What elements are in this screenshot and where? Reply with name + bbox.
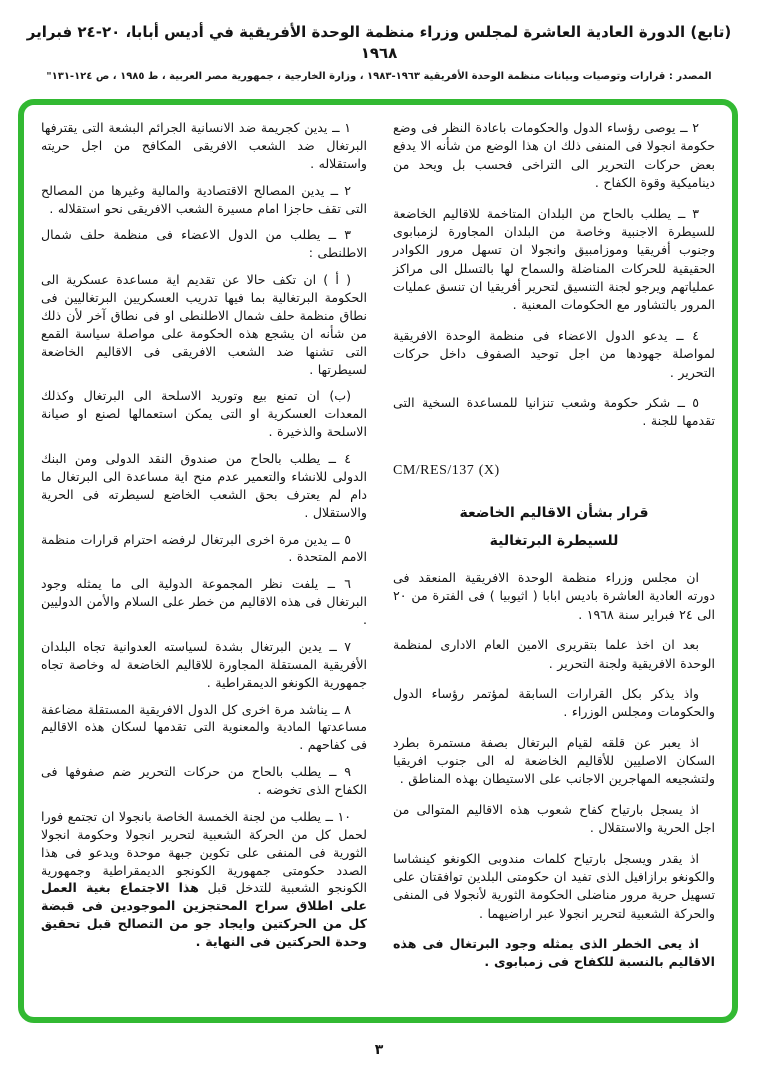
column-left [41, 119, 367, 960]
operative-item-7: ٧ ــ يدين البرتغال بشدة لسياسته العدوانية تجاه البلدان الأفريقية المستقلة المجاورة للاقاليم الخاضعة له وخاصة تجاه جمهورية الكونغو الديمقراطية . [41, 638, 367, 690]
operative-item-10-text: ١٠ ــ يطلب من لجنة الخمسة الخاصة بانجولا ان تجتمع فورا لحمل كل من الحركة الشعبية لتحرير انجولا وحكومة انجولا الثورية فى المنفى على تكوين جبهة موحدة ويدعو فى هذا الصدد حكومتى جمهورية الكونجو الديمقراطية وجمهورية الكونجو الشعبية للتدخل قبل [41, 808, 367, 896]
two-column-layout [41, 119, 715, 984]
preamble-paragraph: بعد ان اخذ علما بتقريرى الامين العام الادارى لمنظمة الوحدة الافريقية ولجنة التحرير . [393, 637, 715, 671]
operative-item-5: ٥ ــ يدين مرة اخرى البرتغال لرفضه احترام قرارات منظمة الامم المتحدة . [41, 531, 367, 565]
resolution-reference: CM/RES/137 (X) [393, 462, 500, 478]
operative-item-6: ٦ ــ يلفت نظر المجموعة الدولية الى ما يمثله وجود البرتغال فى هذه الاقاليم من خطر على السلام والأمن الدوليين . [41, 576, 367, 627]
operative-item-3b: (ب) ان تمنع بيع وتوريد الاسلحة الى البرتغال وكذلك المعدات العسكرية او التى يمكن استعمالها لصنع او صيانة الاسلحة والذخيرة . [41, 388, 367, 440]
page-number: ٣ [374, 1042, 384, 1058]
operative-item-8: ٨ ــ يناشد مرة اخرى كل الدول الافريقية المستقلة مضاعفة مساعدتها المادية والمعنوية التى تقدمها لسكان هذه الاقاليم فى كفاحهم . [41, 701, 367, 753]
page-header [12, 22, 746, 82]
operative-item-2: ٢ ــ يدين المصالح الاقتصادية والمالية وغيرها من المصالح التى تقف حاجزا امام مسيرة الشعب الافريقى نحو استقلاله . [41, 182, 367, 216]
operative-item-4: ٤ ــ يطلب بالحاح من صندوق النقد الدولى ومن البنك الدولى للانشاء والتعمير عدم منح اية مساعدة الى البرتغال ما دام لم يعترف بحق الشعب الخاضع لسيطرته فى الحرية والاستقلال . [41, 451, 367, 520]
operative-item-10-bold-tail: هذا الاجتماع بغية العمل على اطلاق سراح المحتجزين الموجودين فى قبضة كل من الحركتين وايجاد جو من التصالح قبل تحقيق وحدة الحركتين فى النهاية . [41, 880, 367, 949]
operative-item-10 [41, 808, 367, 951]
operative-item-3: ٣ ــ يطلب من الدول الاعضاء فى منظمة حلف شمال الاطلنطى : [41, 227, 367, 261]
preamble-paragraph: اذ يسجل بارتياح كفاح شعوب هذه الاقاليم المتوالى من اجل الحرية والاستقلال . [393, 801, 715, 836]
column-right [393, 119, 715, 984]
resolution-title-line2: للسيطرة البرتغالية [489, 533, 619, 550]
operative-item-3a: ( أ ) ان تكف حالا عن تقديم اية مساعدة عسكرية الى الحكومة البرتغالية بما فيها تدريب العسكريين البرتغاليين فى نطاق منظمة حلف شمال الاطلنطى او فى نطاق آخر لأن ذلك من شأنه ان يشجع هذه الحكومة على مواصلة سياسة القمع التى تشنها ضد الشعب الافريقى فى الاقاليم الخاضعة لسيطرتها . [41, 272, 367, 377]
resolution-title-line1: قرار بشأن الاقاليم الخاضعة [459, 505, 649, 522]
preamble-paragraph: واذ يذكر بكل القرارات السابقة لمؤتمر رؤساء الدول والحكومات ومجلس الوزراء . [393, 685, 715, 720]
header-source: المصدر : قرارات وتوصيات وبيانات منظمة الوحدة الأفريقية ١٩٦٣-١٩٨٣ ، وزارة الخارجية ، جمهورية مصر العربية ، ط ١٩٨٥ ، ص ١٢٤-١٣١" [46, 71, 712, 82]
paragraph-item-4: ٤ ــ يدعو الدول الاعضاء فى منظمة الوحدة الافريقية لمواصلة جهودها من اجل توحيد الصفوف داخل حركات التحرير . [393, 327, 715, 380]
preamble-paragraph: اذ يقدر ويسجل بارتياح كلمات مندوبى الكونغو كينشاسا والكونغو برازافيل الذى تفيد ان حكومتى البلدين توافقتان على تسهيل حرية مرور مناضلى الحكومة الثورية لأنجولا فى المنفى والحركة الشعبية لتحرير انجولا عبر اراضيهما . [393, 850, 715, 921]
operative-item-9: ٩ ــ يطلب بالحاح من حركات التحرير ضم صفوفها فى الكفاح الذى تخوضه . [41, 764, 367, 797]
paragraph-item-5: ٥ ــ شكر حكومة وشعب تنزانيا للمساعدة السخية التى تقدمها للجنة . [393, 394, 715, 429]
paragraph-item-2: ٢ ــ يوصى رؤساء الدول والحكومات باعادة النظر فى وضع حكومة انجولا فى المنفى ذلك ان هذا الوضع من شأنه الا يدفع بعض حركات التحرير الى التراخى فحسب بل ويحد من ديناميكية وقوة الكفاح . [393, 120, 715, 191]
header-title: (تابع) الدورة العادية العاشرة لمجلس وزراء منظمة الوحدة الأفريقية في أديس أبابا، ٢٠-٢٤ فبراير ١٩٦٨ [26, 23, 732, 62]
operative-item-1: ١ ــ يدين كجريمة ضد الانسانية الجرائم البشعة التى يقترفها البرتغال ضد الشعب الافريقى المكافح من اجل حريته واستقلاله . [41, 120, 367, 171]
green-border-frame [18, 99, 738, 1023]
preamble-paragraph: ان مجلس وزراء منظمة الوحدة الافريقية المنعقد فى دورته العادية العاشرة باديس ابابا ( اثيوبيا ) فى الفترة من ٢٠ الى ٢٤ فبراير سنة ١٩٦٨ . [393, 570, 715, 622]
preamble-warning-bold: اذ يعى الخطر الذى يمثله وجود البرتغال فى هذه الاقاليم بالنسبة للكفاح فى زمبابوى . [393, 936, 715, 970]
paragraph-item-3: ٣ ــ يطلب بالحاح من البلدان المتاخمة للاقاليم الخاضعة للسيطرة الاجنبية وخاصة من البلدان المجاورة لزمبابوى وجنوب أفريقيا وموزامبيق وانجولا ان تسهل مرور الكوادر الحقيقية للحركات المناضلة والسماح لها بالتسلل الى مراكز عملياتهم ويرجو لجنة التنسيق لتحرير أفريقيا ان تنسق عمليات المرور بالتشاور مع الحكومات المعنية . [393, 205, 715, 313]
preamble-paragraph: اذ يعبر عن قلقه لقيام البرتغال بصفة مستمرة بطرد السكان الاصليين للأقاليم الخاضعة له الى جنوب افريقيا ولتشجيعه المهاجرين الاجانب على الاستيطان بهذه المناطق . [393, 734, 715, 787]
